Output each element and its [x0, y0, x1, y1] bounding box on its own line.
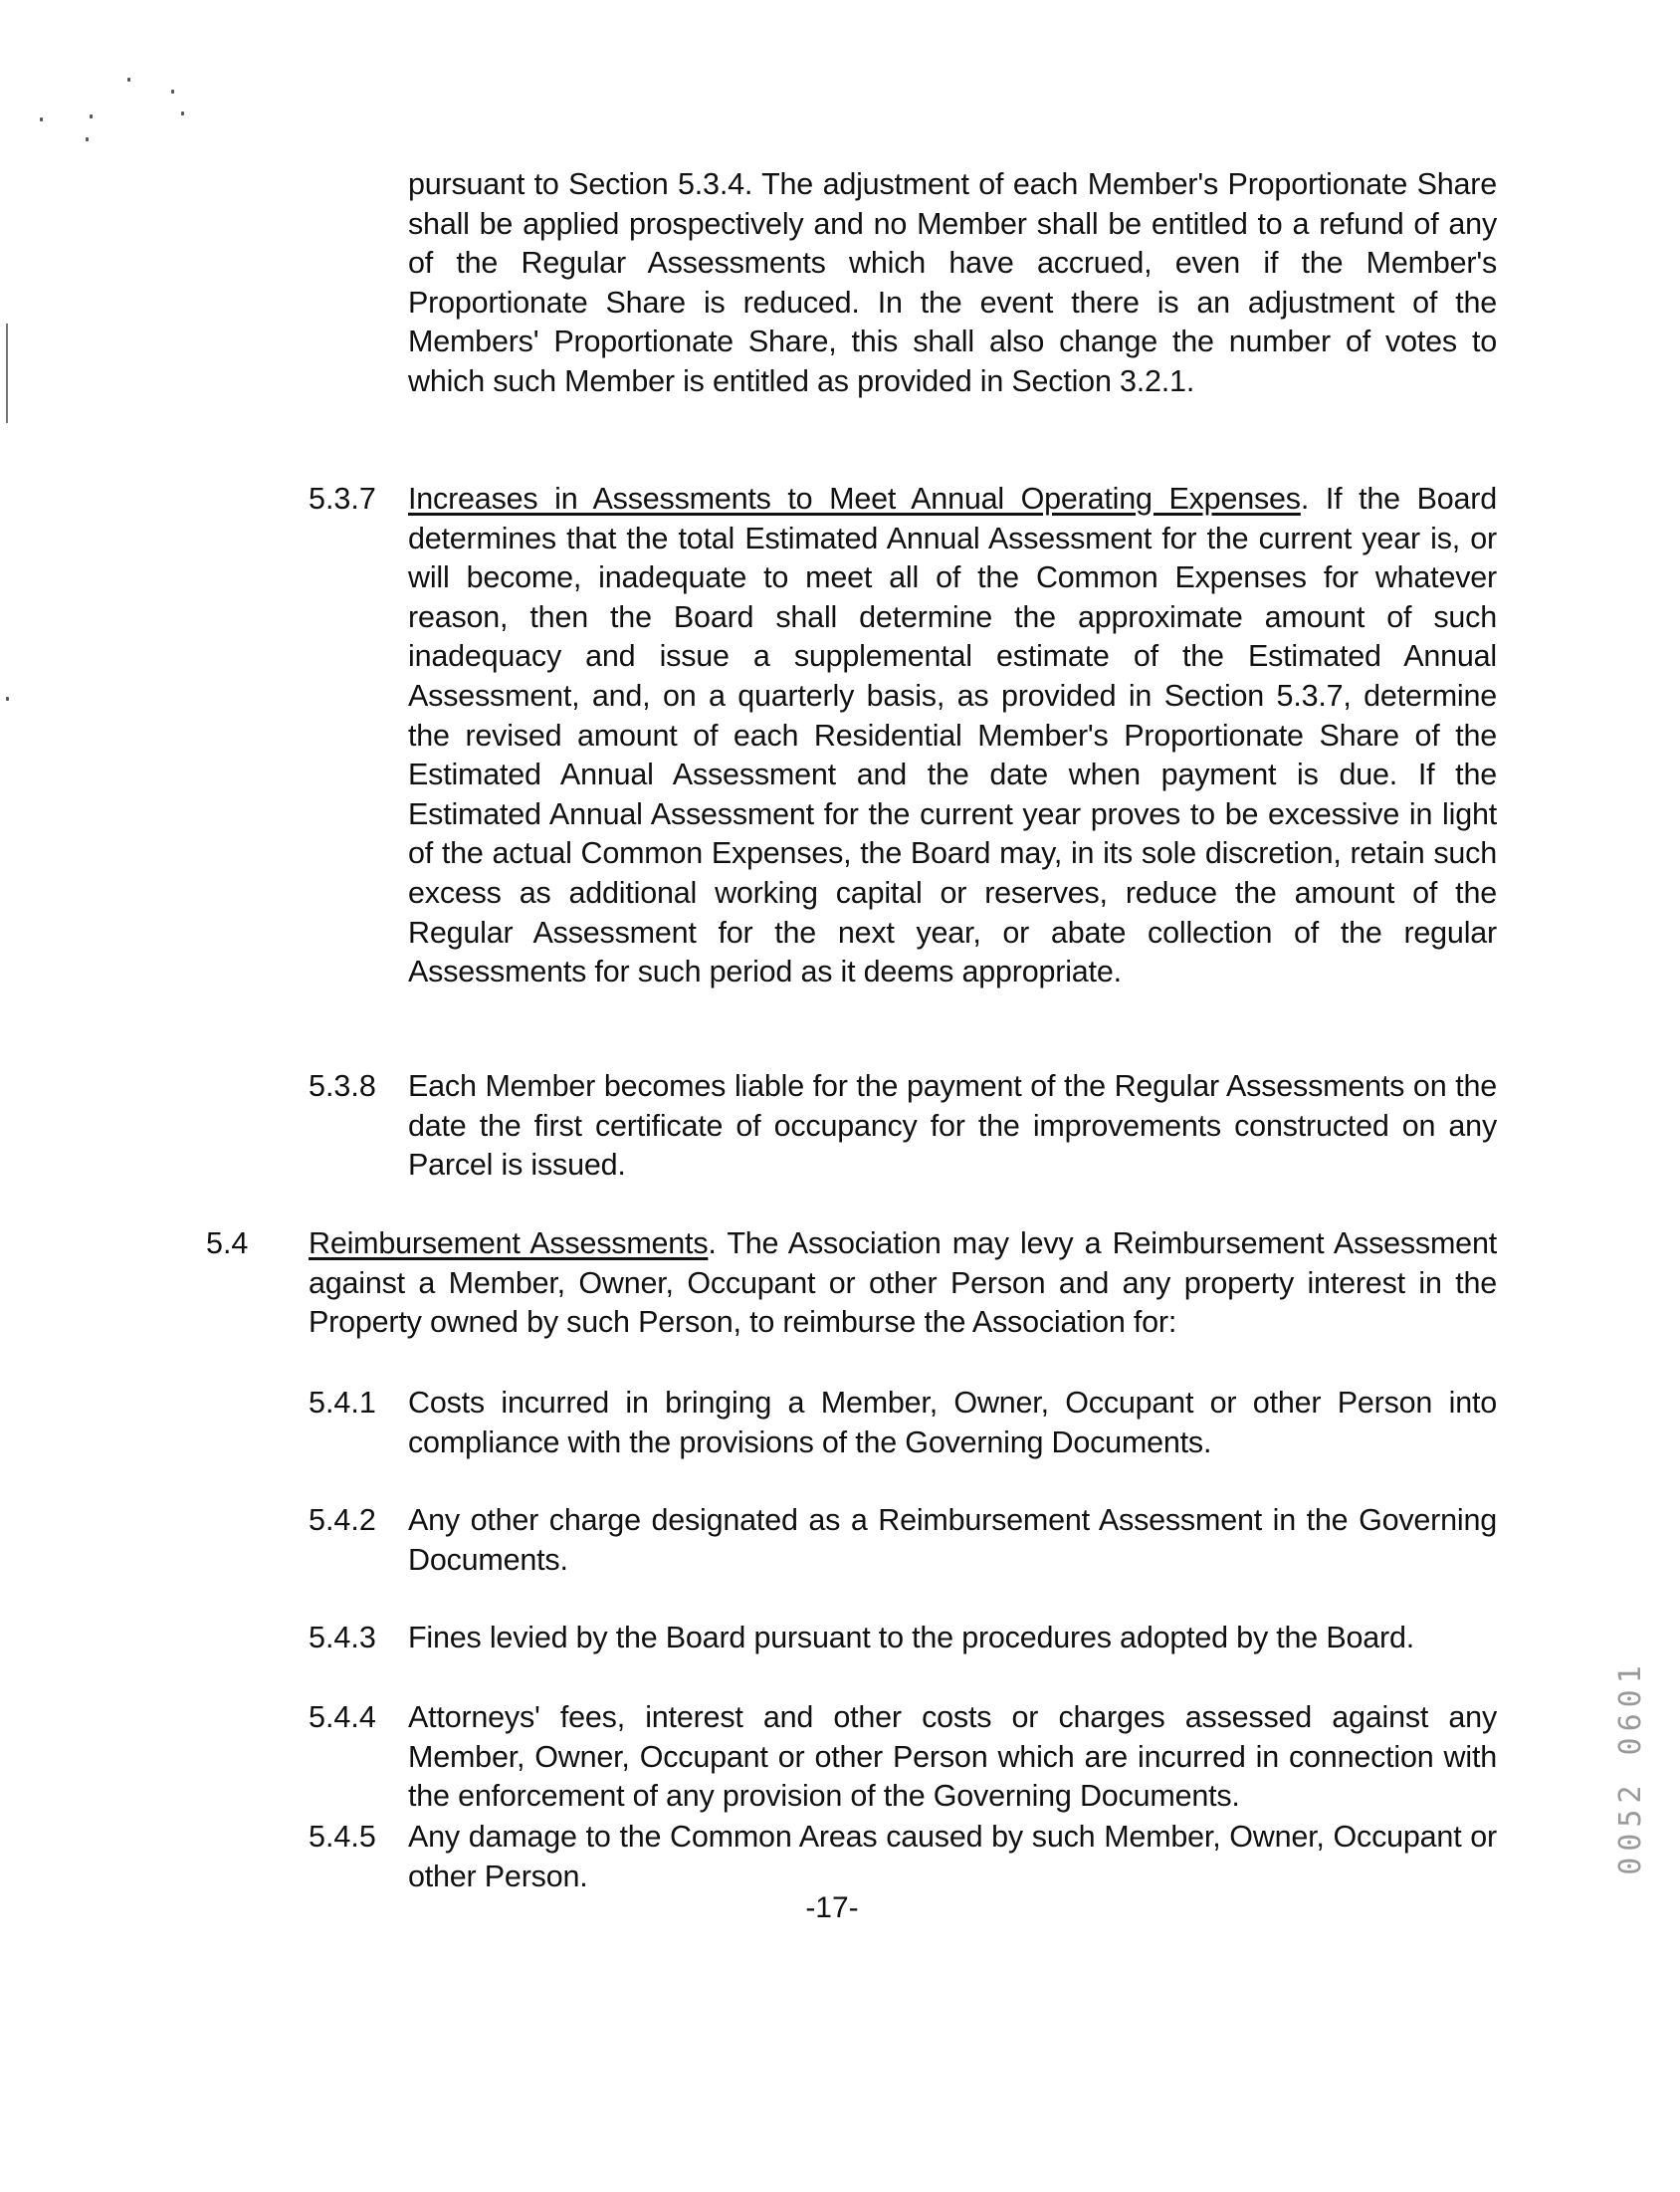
scan-speck	[127, 78, 130, 82]
section-5-4-4-paragraph: Attorneys' fees, interest and other costs or charges assessed against any Member, Owner, Occupant or other Person which are incurred in connection with the enforcement of any provision of the Governing Documents.	[408, 1700, 1497, 1814]
section-number-5-4-4: 5.4.4	[309, 1700, 376, 1734]
section-number-5-4: 5.4	[206, 1226, 249, 1260]
section-5-4-text: . The Association may levy a Reimbursement Assessment against a Member, Owner, Occupant or other Person and any property interest in the Property owned by such Person, to reimburse the Association for:	[309, 1226, 1497, 1340]
page-number	[0, 1891, 1680, 1925]
section-5-4-5-paragraph: Any damage to the Common Areas caused by such Member, Owner, Occupant or other Person.	[408, 1820, 1497, 1893]
section-number-5-3-7: 5.3.7	[309, 482, 376, 516]
page-number-text: -17-	[805, 1891, 859, 1924]
scan-speck	[86, 137, 89, 141]
section-5-4-1-paragraph: Costs incurred in bringing a Member, Owner, Occupant or other Person into compliance with the provisions of the Governing Documents.	[408, 1386, 1497, 1459]
section-5-3-7-paragraph	[408, 480, 1497, 992]
scan-speck	[171, 90, 174, 94]
section-5-4-paragraph	[309, 1224, 1497, 1343]
section-5-4-heading: Reimbursement Assessments	[309, 1226, 709, 1260]
section-number-5-4-3: 5.4.3	[309, 1621, 376, 1654]
side-stamp-text: 0052 0601	[1612, 1658, 1648, 1875]
scan-speck	[90, 114, 93, 118]
section-number-5-4-5: 5.4.5	[309, 1820, 376, 1854]
scan-margin-line	[6, 324, 8, 423]
section-5-3-7-text: . If the Board determines that the total Estimated Annual Assessment for the current year is, or will become, inadequate to meet all of the Common Expenses for whatever reason, then the Board shall determine the approximate amount of such inadequacy and issue a supplemental estimate of the Estimated Annual Assessment, and, on a quarterly basis, as provided in Section 5.3.7, determine the revised amount of each Residential Member's Proportionate Share of the Estimated Annual Assessment and the date when payment is due. If the Estimated Annual Assessment for the current year proves to be excessive in light of the actual Common Expenses, the Board may, in its sole discretion, retain such excess as additional working capital or reserves, reduce the amount of the Regular Assessment for the next year, or abate collection of the regular Assessments for such period as it deems appropriate.	[408, 482, 1497, 989]
section-number-5-3-8: 5.3.8	[309, 1069, 376, 1103]
section-number-5-4-2: 5.4.2	[309, 1503, 376, 1537]
section-number-5-4-1: 5.4.1	[309, 1386, 376, 1420]
section-5-4-3-paragraph: Fines levied by the Board pursuant to the procedures adopted by the Board.	[408, 1621, 1415, 1654]
section-5-4-2-paragraph: Any other charge designated as a Reimbursement Assessment in the Governing Documents.	[408, 1503, 1497, 1577]
section-5-3-7-heading: Increases in Assessments to Meet Annual Operating Expenses	[408, 482, 1301, 516]
section-5-3-8-paragraph: Each Member becomes liable for the payment of the Regular Assessments on the date the first certificate of occupancy for the improvements constructed on any Parcel is issued.	[408, 1069, 1497, 1183]
side-stamp	[1610, 1583, 1650, 1951]
scan-speck	[181, 111, 184, 115]
scan-speck	[40, 117, 43, 121]
scan-speck	[6, 697, 9, 701]
continuation-paragraph: pursuant to Section 5.3.4. The adjustment of each Member's Proportionate Share shall be applied prospectively and no Member shall be entitled to a refund of any of the Regular Assessments which have accrued, even if the Member's Proportionate Share is reduced. In the event there is an adjustment of the Members' Proportionate Share, this shall also change the number of votes to which such Member is entitled as provided in Section 3.2.1.	[408, 167, 1497, 398]
